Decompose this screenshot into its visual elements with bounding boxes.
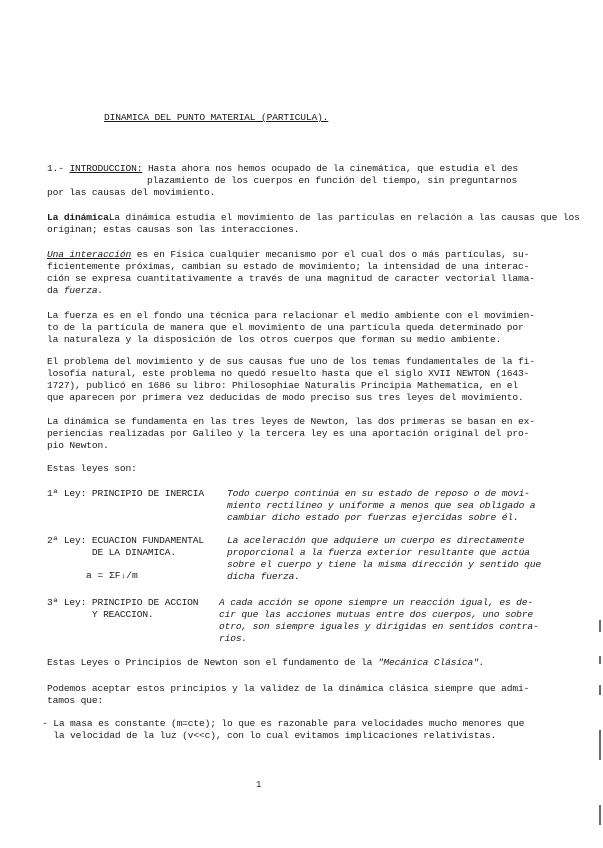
paragraph-newton-line-4: que aparecen por primera vez deducidas de modo preciso sus tres leyes del movimiento. xyxy=(47,392,524,403)
paragraph-leyes-line-1: La dinámica se fundamenta en las tres leyes de Newton, las dos primeras se basan en ex- xyxy=(47,416,535,427)
fuerza-term: fuerza. xyxy=(63,285,104,296)
law-2-text-line-3: sobre el cuerpo y tiene la misma dirección y sentido que xyxy=(227,559,542,570)
scan-edge-mark xyxy=(599,805,601,825)
paragraph-fuerza-line-3: la naturaleza y la disposición de los otros cuerpos que forman su medio ambiente. xyxy=(47,334,502,345)
scan-edge-mark xyxy=(599,685,601,695)
law-3-text-line-4: rios. xyxy=(219,633,248,644)
intro-text-line-3: por las causas del movimiento. xyxy=(47,187,216,198)
mecanica-clasica-quote: "Mecánica Clásica". xyxy=(377,657,485,668)
scan-edge-mark xyxy=(599,730,601,760)
closing-2-line-1: Podemos aceptar estos principios y la validez de la dinámica clásica siempre que admi- xyxy=(47,683,530,694)
paragraph-newton-line-3: 1727), publicó en 1686 su libro: Philosophiae Naturalis Principia Mathematica, en el xyxy=(47,380,519,391)
paragraph-fuerza-line-1: La fuerza es en el fondo una técnica para relacionar el medio ambiente con el movimien- xyxy=(47,310,535,321)
law-2-label-line-2: DE LA DINAMICA. xyxy=(47,547,176,558)
newton-second-law-formula: a = ΣFᵢ/m xyxy=(86,570,138,581)
law-2-label: 2ª Ley: ECUACION FUNDAMENTAL xyxy=(47,535,205,546)
scan-edge-mark xyxy=(599,620,601,632)
law-3-label: 3ª Ley: PRINCIPIO DE ACCION xyxy=(47,597,199,608)
law-2-text-line-1: La aceleración que adquiere un cuerpo es directamente xyxy=(227,535,525,546)
p2-last-pre: da xyxy=(47,285,64,296)
document-title: DINAMICA DEL PUNTO MATERIAL (PARTICULA). xyxy=(104,112,329,123)
intro-text-line-2: plazamiento de los cuerpos en función del tiempo, sin preguntarnos xyxy=(147,175,518,186)
law-1-text-line-3: cambiar dicho estado por fuerzas ejercidas sobre él. xyxy=(227,512,519,523)
intro-heading: INTRODUCCION: xyxy=(69,163,143,174)
law-1-text-line-1: Todo cuerpo continúa en su estado de reposo o de movi- xyxy=(227,488,530,499)
assumption-line-2: la velocidad de la luz (v<<c), con lo cual evitamos implicaciones relativistas. xyxy=(42,730,497,741)
scan-edge-mark xyxy=(599,656,601,664)
paragraph-interaccion-line-1 xyxy=(47,249,529,261)
page-number: 1 xyxy=(256,780,262,790)
p2-line-1-rest: es en Física cualquier mecanismo por el cual dos o más partículas, su- xyxy=(131,249,530,260)
paragraph-dinamica-line-2: originan; estas causas son las interacciones. xyxy=(47,224,300,235)
paragraph-newton-line-1: El problema del movimiento y de sus causas fue uno de los temas fundamentales de la fi- xyxy=(47,356,535,367)
intro-first-line xyxy=(47,163,518,175)
intro-text-line-1: Hasta ahora nos hemos ocupado de la cinemática, que estudia el des xyxy=(142,163,519,174)
paragraph-interaccion-line-2: ficientemente próximas, cambian su estado de movimiento; la intensidad de una interac- xyxy=(47,261,530,272)
law-3-text-line-3: otro, son siempre iguales y dirigidas en sentidos contra- xyxy=(219,621,539,632)
paragraph-dinamica-line-1 xyxy=(47,212,580,224)
paragraph-interaccion-line-3: ción se expresa cuantitativamente a través de una magnitud de caracter vectorial llama- xyxy=(47,273,535,284)
paragraph-leyes-line-3: pio Newton. xyxy=(47,440,109,451)
p1-rest: La dinámica estudia el movimiento de las partículas en relación a las causas que los xyxy=(108,212,580,223)
paragraph-leyes-line-2: periencias realizadas por Galileo y la tercera ley es una aportación original del pro- xyxy=(47,428,530,439)
law-3-text-line-2: cir que las acciones mutuas entre dos cuerpos, uno sobre xyxy=(219,609,534,620)
assumption-line-1: - La masa es constante (m=cte); lo que es razonable para velocidades mucho menores que xyxy=(42,718,525,729)
laws-intro: Estas leyes son: xyxy=(47,463,137,474)
law-3-text-line-1: A cada acción se opone siempre un reacción igual, es de- xyxy=(219,597,534,608)
law-1-text-line-2: miento rectilíneo y uniforme a menos que sea obligado a xyxy=(227,500,536,511)
law-2-text-line-4: dicha fuerza. xyxy=(227,571,300,582)
paragraph-newton-line-2: losofía natural, este problema no quedó resuelto hasta que el siglo XVII NEWTON (1643- xyxy=(47,368,530,379)
paragraph-interaccion-line-4 xyxy=(47,285,103,297)
law-3-label-line-2: Y REACCION. xyxy=(47,609,154,620)
dinamica-word: La dinámica xyxy=(47,212,109,223)
interaccion-term: Una interacción xyxy=(47,249,132,260)
paragraph-fuerza-line-2: to de la partícula de manera que el movimiento de una partícula queda determinado por xyxy=(47,322,524,333)
law-1-label: 1ª Ley: PRINCIPIO DE INERCIA xyxy=(47,488,205,499)
closing-line-1 xyxy=(47,657,484,669)
closing-1-pre: Estas Leyes o Principios de Newton son el fundamento de la xyxy=(47,657,378,668)
intro-number: 1.- xyxy=(47,163,70,174)
law-2-text-line-2: proporcional a la fuerza exterior resultante que actúa xyxy=(227,547,530,558)
closing-2-line-2: tamos que: xyxy=(47,695,104,706)
